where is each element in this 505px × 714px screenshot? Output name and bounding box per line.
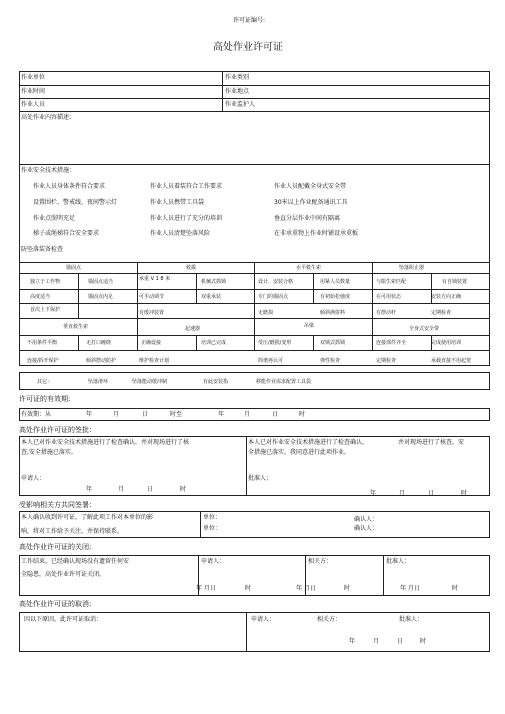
work-time-label: 作业时间 bbox=[21, 88, 46, 95]
supervisor-label: 作业监护人 bbox=[225, 101, 256, 108]
measure-item: 作业人员身体条件符合要求 bbox=[33, 183, 106, 190]
worker-label: 作业人员 bbox=[21, 101, 46, 108]
issue-applicant-label: 申请人： bbox=[21, 475, 46, 482]
fall-header: 水平救生索 bbox=[296, 265, 322, 271]
cancel-year: 年 bbox=[349, 638, 356, 645]
measure-item: 垂直分层作业中间有隔离 bbox=[274, 215, 341, 222]
fall-cell: 完成使用培训 bbox=[431, 340, 462, 346]
close-related-label: 相关方： bbox=[308, 558, 333, 565]
fall-other-label: 其它： bbox=[37, 379, 53, 385]
fall-other-item: 坠落能动缓冲制 bbox=[132, 379, 168, 385]
close-applicant-label: 申请人： bbox=[201, 558, 226, 565]
fall-cell: 简谐再认可 bbox=[258, 358, 284, 364]
fall-header: 锚固点 bbox=[66, 265, 82, 271]
issue-left-month: 月 bbox=[118, 486, 125, 493]
measure-item: 30米以上作业配备通讯工具 bbox=[274, 199, 348, 206]
measure-item: 设置围栏、警戒线、夜间警示灯 bbox=[33, 199, 118, 206]
issue-left-text: 查,安全措施已落实。 bbox=[21, 449, 77, 456]
measure-item: 作业人员着装符合工作要求 bbox=[150, 183, 223, 190]
fall-cell: 无打口缠绕 bbox=[86, 340, 112, 346]
fall-cell: 首次上下保护 bbox=[30, 307, 61, 313]
fall-other-item: 有此安装指 bbox=[203, 379, 229, 385]
fall-cell: 安装方向正确 bbox=[431, 294, 462, 300]
validity-month: 月 bbox=[113, 411, 120, 418]
measure-item: 作业人员携带工具袋 bbox=[150, 199, 205, 206]
fall-cell: 受压/磨损/变形 bbox=[258, 340, 292, 346]
close-text: 全隐患，高处作业许可证关闭。 bbox=[21, 571, 106, 578]
cancel-day: 日 bbox=[397, 638, 404, 645]
validity-hour: 时 bbox=[299, 411, 306, 418]
work-type-label: 作业类别 bbox=[225, 74, 250, 81]
close-approver-label: 批准人： bbox=[386, 558, 411, 565]
issue-left-year: 年 bbox=[86, 486, 93, 493]
validity-month: 月 bbox=[244, 411, 251, 418]
close-applicant-hour: 时 bbox=[245, 585, 252, 592]
fall-cell: 锚固点内足 bbox=[88, 294, 114, 300]
fall-other-item: 坠落滑环 bbox=[88, 379, 109, 385]
validity-year: 年 bbox=[86, 411, 93, 418]
issue-approver-label: 批准人： bbox=[248, 475, 273, 482]
cancel-reason-label: 因以下原因，此许可证取消： bbox=[24, 616, 103, 623]
fall-check-title: 防坠落装备检查 bbox=[21, 246, 64, 253]
close-applicant-date: 年 月日 bbox=[196, 585, 216, 592]
fall-cell: 专门的锚固点 bbox=[258, 294, 289, 300]
cancel-related-label: 相关方： bbox=[317, 616, 342, 623]
fall-header: 吊梁 bbox=[304, 323, 315, 329]
measure-item: 梯子或绳梯符合安全要求 bbox=[33, 230, 100, 237]
fall-cell: 不用条件平衡 bbox=[27, 340, 58, 346]
measure-item: 作业点照明充足 bbox=[33, 215, 76, 222]
fall-cell: 独立于工作物 bbox=[30, 279, 61, 285]
close-related-date: 年 月日 bbox=[296, 585, 316, 592]
measure-item: 作业人员清楚坠落风险 bbox=[150, 230, 211, 237]
issue-right-year: 年 bbox=[370, 490, 377, 497]
measure-item: 作业人员配戴全身式安全带 bbox=[274, 183, 347, 190]
fall-cell: 有自锁装置 bbox=[442, 279, 468, 285]
affected-title: 受影响相关方共同签署： bbox=[19, 501, 96, 509]
close-approver-date: 年 月日 bbox=[400, 585, 420, 592]
fall-cell: 倾斜摆动防护 bbox=[86, 358, 117, 364]
issue-left-day: 日 bbox=[147, 486, 154, 493]
fall-cell: 机械式抓锁 bbox=[201, 279, 227, 285]
fall-cell: 倾斜满射料 bbox=[320, 310, 346, 316]
cancel-title: 高处作业许可证的取消: bbox=[19, 600, 92, 608]
affected-confirm-label: 确认人： bbox=[354, 525, 379, 532]
fall-cell: 与限生索匹配 bbox=[376, 279, 407, 285]
measures-title: 作业安全技术措施： bbox=[21, 167, 76, 174]
fall-cell: 承载直接不用起笼 bbox=[431, 358, 472, 364]
issue-right-day: 日 bbox=[428, 490, 435, 497]
fall-header: 起速器 bbox=[185, 326, 201, 332]
issue-right-hour: 时 bbox=[461, 490, 468, 497]
close-text: 工作结束，已经确认现场没有遗留任何安 bbox=[21, 558, 130, 565]
validity-year: 年 bbox=[218, 411, 225, 418]
validity-hour-to: 时至 bbox=[170, 411, 183, 418]
close-approver-hour: 时 bbox=[452, 585, 459, 592]
fall-header: 坠落阻止器 bbox=[399, 265, 425, 271]
fall-cell: 正确设接 bbox=[141, 340, 162, 346]
fall-cell: 有缓冲装置 bbox=[139, 310, 165, 316]
work-unit-label: 作业单位 bbox=[21, 74, 46, 81]
fall-header: 救援 bbox=[186, 265, 197, 271]
fall-cell: 双重承装 bbox=[201, 294, 222, 300]
issue-left-text: 本人已对作业安全技术措施进行了检查确认，并对现场进行了核 bbox=[21, 439, 190, 446]
cancel-hour: 时 bbox=[420, 638, 427, 645]
fall-cell: 有摆动杆 bbox=[376, 310, 397, 316]
fall-cell: 有初始松弛度 bbox=[320, 294, 351, 300]
fall-cell: 可手动调节 bbox=[139, 294, 165, 300]
issue-right-text: 全措施已落实，我同意进行此项作业。 bbox=[248, 449, 351, 456]
affected-unit-label: 单位： bbox=[203, 514, 222, 521]
validity-day: 日 bbox=[142, 411, 149, 418]
fall-header: 全身式安全带 bbox=[409, 326, 440, 332]
fall-cell: 定期检查 bbox=[431, 310, 452, 316]
measure-item: 作业人员进行了充分的培训 bbox=[150, 215, 223, 222]
fall-cell: 设计、安装合格 bbox=[258, 279, 294, 285]
cancel-applicant-label: 申请人： bbox=[251, 616, 276, 623]
work-place-label: 作业地点 bbox=[225, 88, 250, 95]
fall-cell: 双锁式抓锁 bbox=[320, 340, 346, 346]
fall-header: 垂直救生索 bbox=[63, 324, 89, 330]
fall-cell: 锚固点适当 bbox=[88, 279, 114, 285]
close-title: 高处作业许可证的关闭: bbox=[19, 543, 92, 551]
issue-right-month: 月 bbox=[399, 490, 406, 497]
affected-confirm-label: 确认人： bbox=[354, 516, 379, 523]
validity-from: 有效期：从 bbox=[21, 411, 52, 418]
fall-cell: 培训已完成 bbox=[201, 340, 227, 346]
validity-title: 许可证的有效期: bbox=[19, 395, 71, 403]
close-related-hour: 时 bbox=[344, 585, 351, 592]
work-content-label: 高处作业内容描述： bbox=[21, 114, 76, 121]
fall-cell: 用紧人员数量 bbox=[320, 279, 351, 285]
affected-text: 本人确认收到许可证，了解此项工作对本单位的影 bbox=[21, 514, 154, 521]
serial-number-label: 许可证编号: bbox=[233, 17, 266, 24]
fall-cell: 连接部件齐全 bbox=[376, 340, 407, 346]
fall-other-item: 移能作业需求配置工具袋 bbox=[256, 379, 312, 385]
issue-left-hour: 时 bbox=[180, 486, 187, 493]
fall-cell: 高度适当 bbox=[30, 294, 51, 300]
issue-right-text: 本人已对作业安全技术措施进行了检查确认， bbox=[248, 439, 369, 446]
issue-title: 高处作业许可证的签批： bbox=[19, 426, 96, 434]
validity-day: 日 bbox=[272, 411, 279, 418]
issue-right-text: 并对现场进行了核查，安 bbox=[398, 439, 465, 446]
fall-cell: 连接/拆开保护 bbox=[27, 358, 59, 364]
fall-cell: 维护检查计划 bbox=[139, 358, 170, 364]
fall-cell: 弹性检查 bbox=[320, 358, 341, 364]
page-title: 高处作业许可证 bbox=[213, 42, 283, 53]
fall-cell: 定期检查 bbox=[376, 358, 397, 364]
affected-text: 响，将对工作给予关注，并保持联系。 bbox=[21, 528, 124, 535]
fall-cell: 承重 V 1 8 米 bbox=[139, 276, 171, 282]
measure-item: 在非承重物上作业时铺设承重板 bbox=[274, 230, 359, 237]
fall-cell: 在可用状态 bbox=[376, 294, 402, 300]
cancel-approver-label: 批准人： bbox=[399, 616, 424, 623]
cancel-month: 月 bbox=[373, 638, 380, 645]
affected-unit-label: 单位： bbox=[203, 525, 222, 532]
fall-cell: 无磨损 bbox=[258, 310, 274, 316]
